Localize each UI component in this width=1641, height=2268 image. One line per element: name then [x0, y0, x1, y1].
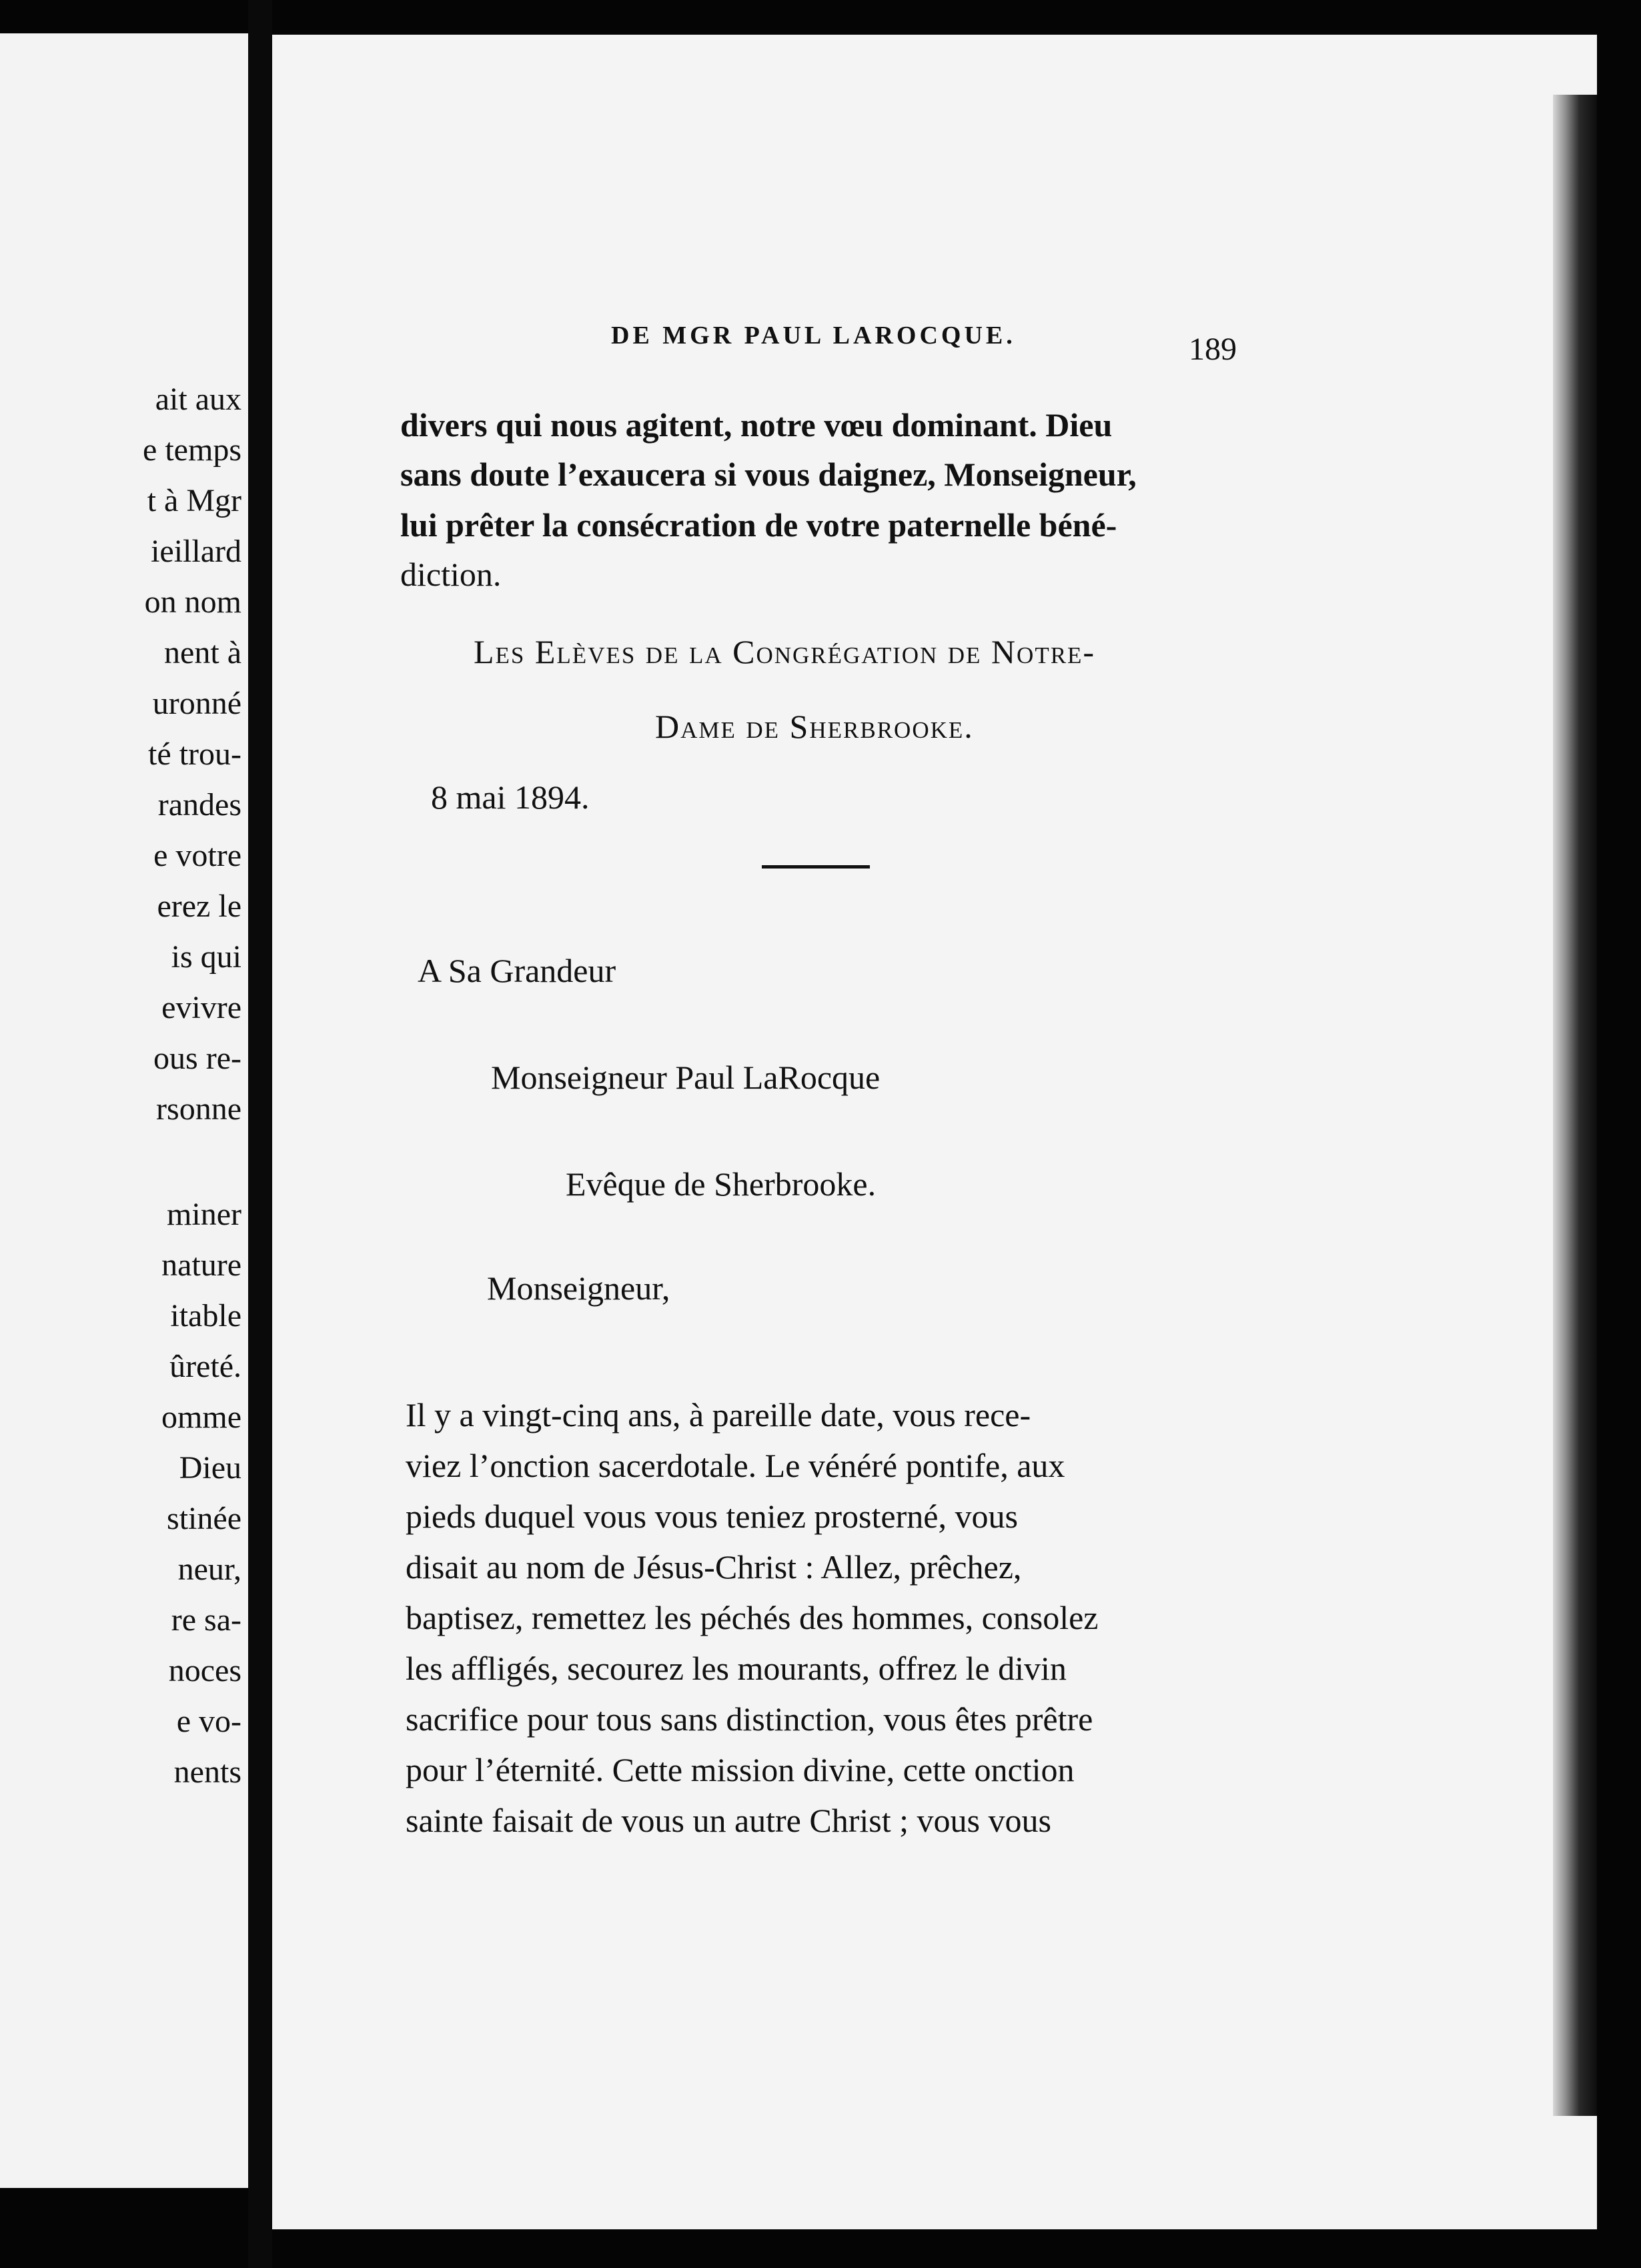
left-line: Dieu — [179, 1450, 241, 1486]
left-line: e votre — [153, 838, 241, 873]
left-line: té trou- — [148, 736, 241, 772]
page-number: 189 — [1189, 332, 1237, 367]
body-line: sacrifice pour tous sans distinction, vous êtes prêtre — [406, 1700, 1093, 1738]
continuation-line: divers qui nous agitent, notre vœu dominant. Dieu — [400, 406, 1113, 444]
section-divider — [762, 865, 870, 869]
address-line: A Sa Grandeur — [418, 952, 616, 989]
body-line: baptisez, remettez les péchés des hommes, consolez — [406, 1599, 1099, 1636]
left-line: ous re- — [153, 1041, 241, 1076]
left-line: is qui — [171, 939, 241, 975]
left-line: itable — [170, 1298, 241, 1333]
left-line: t à Mgr — [147, 483, 241, 518]
continuation-line: lui prêter la consécration de votre paternelle béné- — [400, 506, 1117, 544]
left-line: e temps — [143, 432, 241, 468]
running-head: DE MGR PAUL LAROCQUE. — [611, 322, 1016, 350]
left-line: ait aux — [155, 382, 241, 417]
left-line: e vo- — [176, 1704, 241, 1739]
page-edge-shadow — [1553, 95, 1597, 2116]
body-line: sainte faisait de vous un autre Christ ; vous vous — [406, 1802, 1051, 1839]
left-line: erez le — [157, 889, 241, 924]
left-line: nature — [161, 1247, 241, 1283]
book-gutter — [248, 0, 272, 2268]
left-line: uronné — [152, 686, 241, 721]
continuation-line: sans doute l’exaucera si vous daignez, Monseigneur, — [400, 456, 1137, 493]
left-line: rsonne — [156, 1091, 241, 1127]
signature-line: Dame de Sherbrooke. — [655, 708, 974, 745]
letter-date: 8 mai 1894. — [431, 778, 590, 816]
left-line: evivre — [161, 990, 241, 1025]
address-line: Evêque de Sherbrooke. — [566, 1165, 877, 1203]
left-line: nent à — [164, 635, 241, 670]
left-line: ieillard — [151, 534, 241, 569]
address-line: Monseigneur Paul LaRocque — [491, 1059, 881, 1096]
left-line: randes — [157, 787, 241, 822]
body-line: pour l’éternité. Cette mission divine, cette onction — [406, 1751, 1075, 1788]
left-line: stinée — [167, 1501, 241, 1536]
left-line: miner — [167, 1197, 241, 1232]
page-text — [272, 35, 1553, 2229]
left-line: re sa- — [171, 1602, 241, 1638]
left-line: omme — [161, 1399, 241, 1435]
salutation: Monseigneur, — [487, 1269, 670, 1307]
body-line: pieds duquel vous vous teniez prosterné, vous — [406, 1498, 1018, 1535]
previous-page-fragment — [0, 33, 248, 2188]
continuation-line: diction. — [400, 556, 502, 593]
left-line: on nom — [144, 584, 241, 620]
left-line: nents — [173, 1754, 241, 1790]
body-line: disait au nom de Jésus-Christ : Allez, prêchez, — [406, 1548, 1022, 1586]
left-line: ûreté. — [169, 1349, 241, 1384]
page-189 — [272, 35, 1597, 2229]
body-line: les affligés, secourez les mourants, offrez le divin — [406, 1650, 1067, 1687]
signature-line: Les Elèves de la Congrégation de Notre- — [474, 633, 1096, 670]
left-line: noces — [168, 1653, 241, 1688]
left-line: neur, — [177, 1552, 241, 1587]
body-line: viez l’onction sacerdotale. Le vénéré pontife, aux — [406, 1447, 1065, 1484]
body-line: Il y a vingt-cinq ans, à pareille date, vous rece- — [406, 1396, 1031, 1434]
